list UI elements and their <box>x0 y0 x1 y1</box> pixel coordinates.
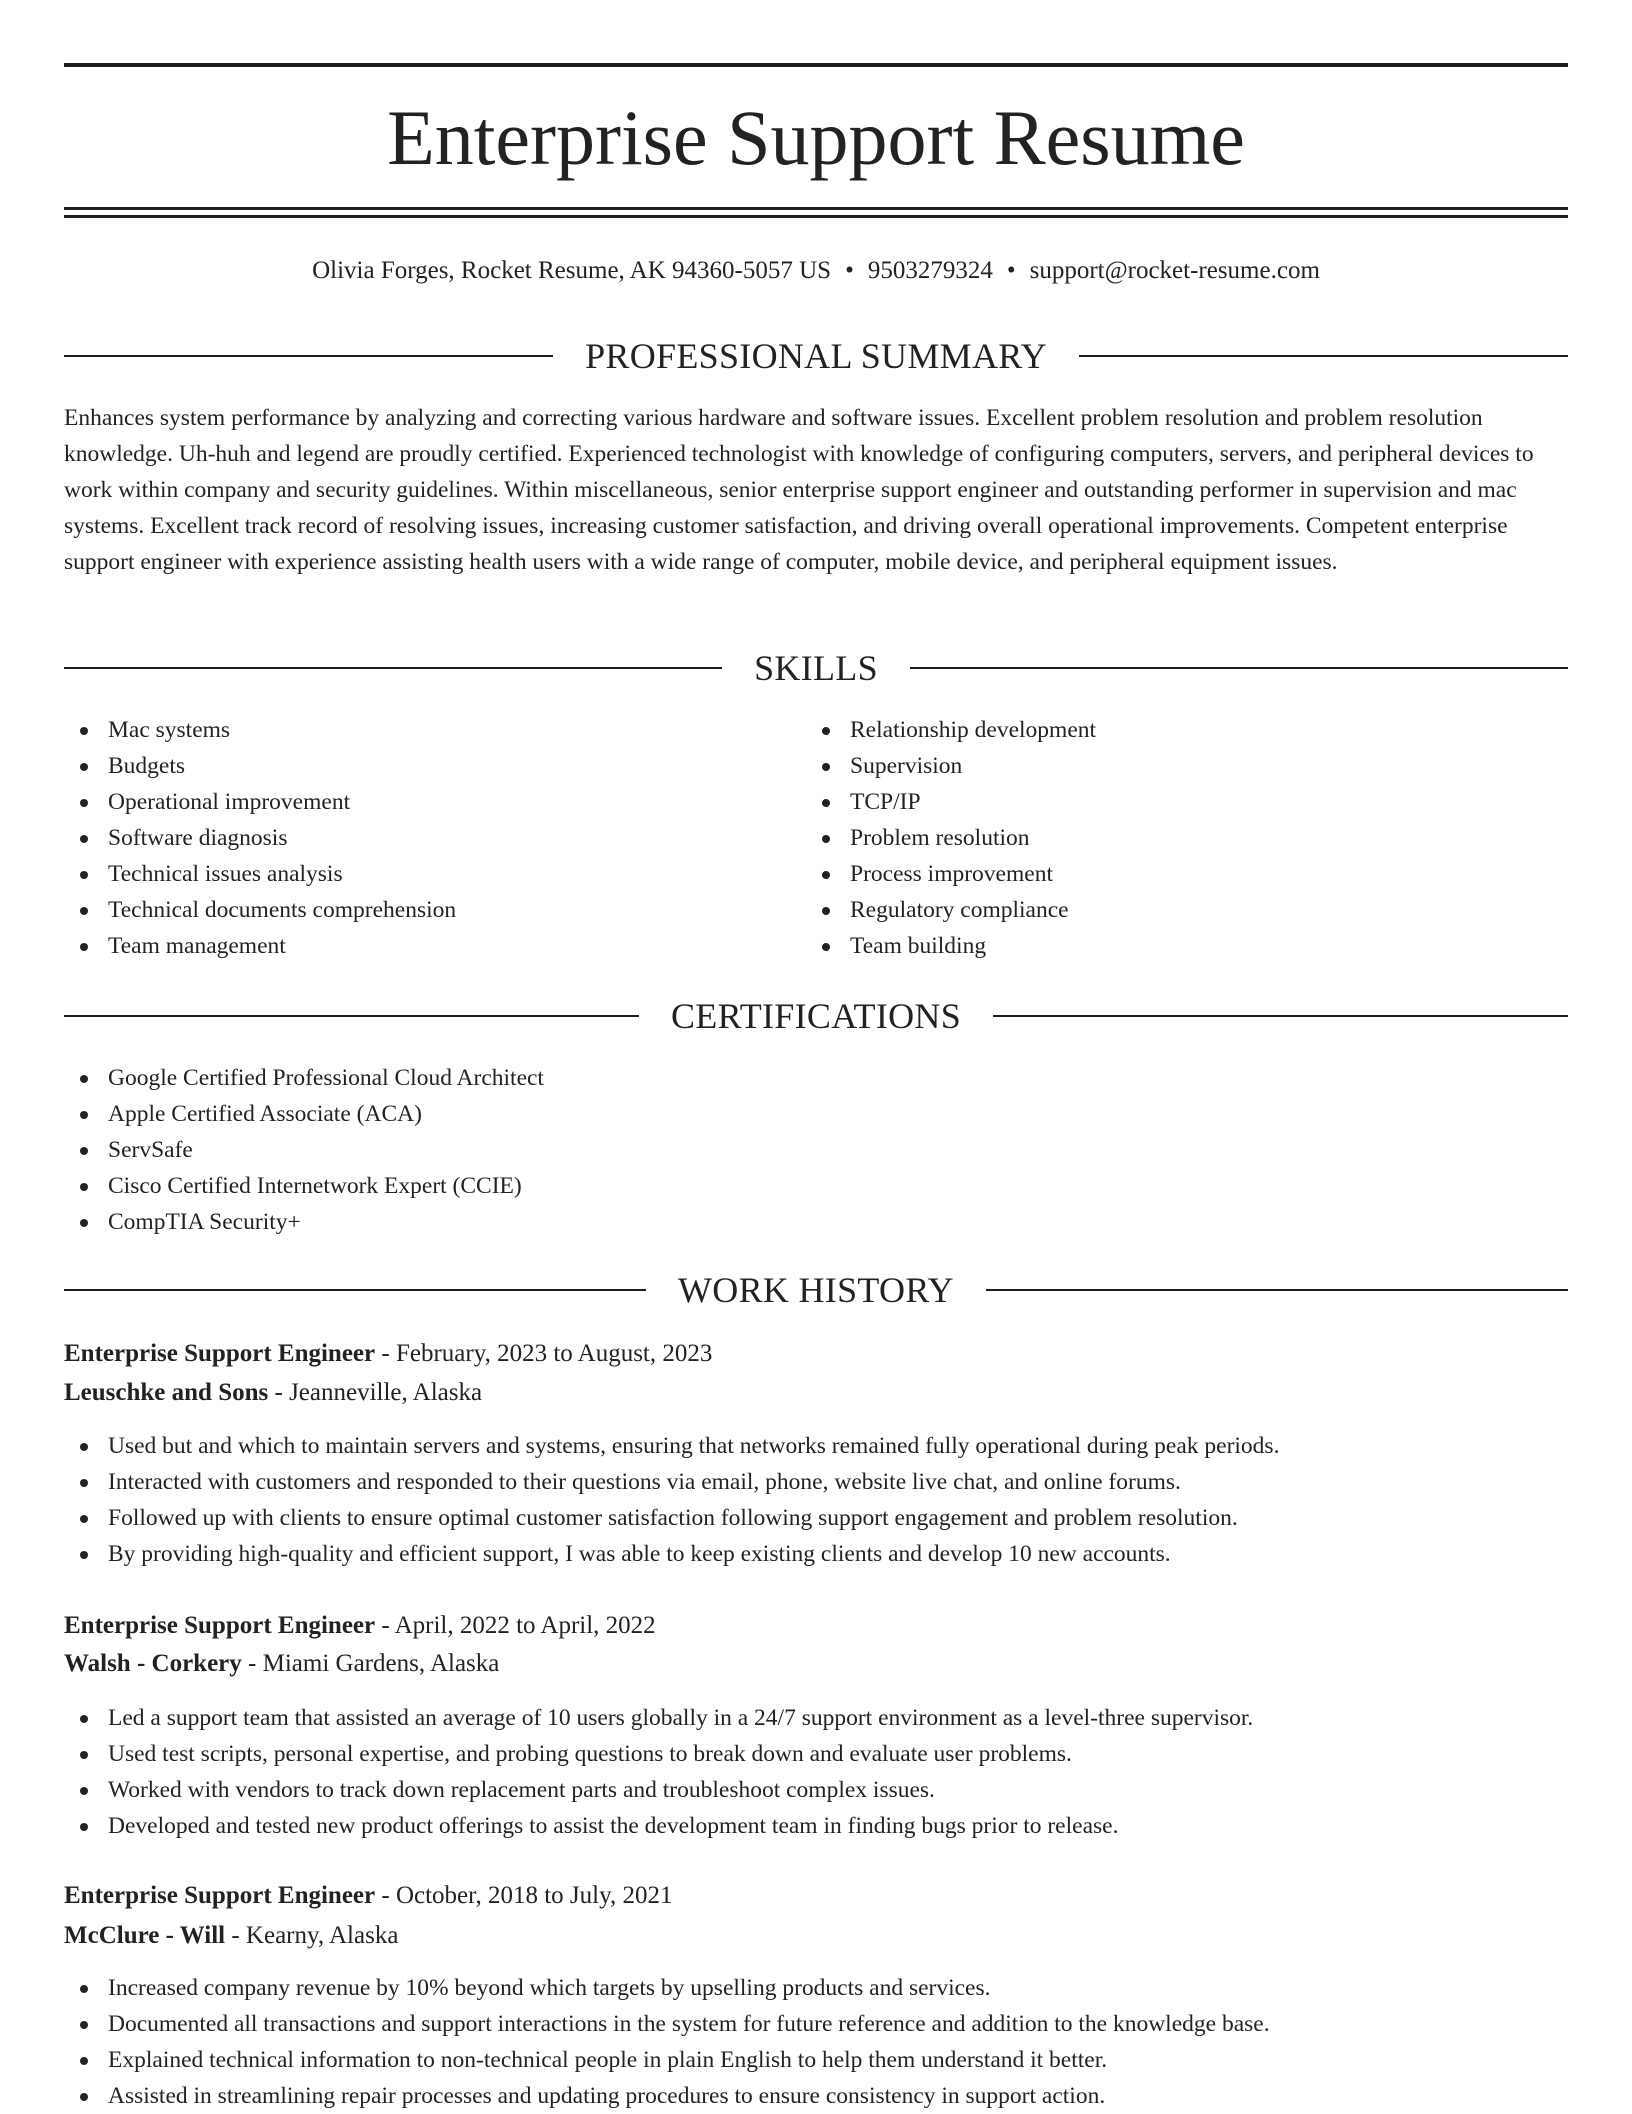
skill-item: Process improvement <box>806 856 1506 892</box>
job-dates: - February, 2023 to August, 2023 <box>375 1340 713 1367</box>
heading-rule-left <box>64 355 553 357</box>
job-bullet: Used but and which to maintain servers and systems, ensuring that networks remained fully operational during peak periods. <box>64 1428 1568 1464</box>
job-title-line <box>64 1878 1568 1914</box>
job-dates: - October, 2018 to July, 2021 <box>375 1882 673 1909</box>
skill-item: Relationship development <box>806 712 1506 748</box>
certifications-heading-label: CERTIFICATIONS <box>670 996 962 1036</box>
certifications-list <box>64 1060 1564 1240</box>
heading-rule-left <box>64 1289 646 1291</box>
contact-address: Olivia Forges, Rocket Resume, AK 94360-5057 US <box>312 257 832 284</box>
summary-text: Enhances system performance by analyzing and correcting various hardware and software issues. Excellent problem resolution and problem resolution knowledge. Uh-huh and legend are proudly certified. Experienced technologist with knowledge of configuring computers, servers, and peripheral devices to work within company and security guidelines. Within miscellaneous, senior enterprise support engineer and outstanding performer in supervision and mac systems. Excellent track record of resolving issues, increasing customer satisfaction, and driving overall operational improvements. Competent enterprise support engineer with experience assisting health users with a wide range of computer, mobile device, and peripheral equipment issues. <box>64 405 1534 575</box>
job-bullet: Increased company revenue by 10% beyond which targets by upselling products and services. <box>64 1970 1568 2006</box>
title-rule-upper <box>64 207 1568 210</box>
skill-item: Team management <box>64 928 764 964</box>
job-company: Walsh - Corkery <box>64 1650 242 1677</box>
summary-heading <box>64 334 1568 378</box>
contact-separator: • <box>1006 257 1016 284</box>
certifications-heading <box>64 994 1568 1038</box>
skill-item: Team building <box>806 928 1506 964</box>
contact-email: support@rocket-resume.com <box>1029 257 1320 284</box>
work-history-heading <box>64 1268 1568 1312</box>
skills-heading-label: SKILLS <box>754 648 878 688</box>
skills-list-left <box>64 712 764 964</box>
certification-item: CompTIA Security+ <box>64 1204 1564 1240</box>
job-title: Enterprise Support Engineer <box>64 1882 376 1909</box>
contact-phone: 9503279324 <box>867 257 993 284</box>
job-title: Enterprise Support Engineer <box>64 1340 376 1367</box>
job-dates: - April, 2022 to April, 2022 <box>375 1612 656 1639</box>
title-rule-lower <box>64 215 1568 218</box>
job-company-line <box>64 1375 1568 1411</box>
job-company-line <box>64 1918 1568 1954</box>
skill-item: Software diagnosis <box>64 820 764 856</box>
job-bullet: Led a support team that assisted an average of 10 users globally in a 24/7 support environment as a level-three supervisor. <box>64 1700 1568 1736</box>
skills-list-right <box>806 712 1506 964</box>
job-company-line <box>64 1646 1568 1682</box>
job-bullet: Interacted with customers and responded to their questions via email, phone, website live chat, and online forums. <box>64 1464 1568 1500</box>
job-title-line <box>64 1336 1568 1372</box>
job-bullets <box>64 1970 1568 2114</box>
job-location: - Kearny, Alaska <box>225 1922 399 1949</box>
heading-rule-left <box>64 667 722 669</box>
job-company: Leuschke and Sons <box>64 1379 269 1406</box>
heading-rule-right <box>986 1289 1568 1291</box>
job-company: McClure - Will <box>64 1922 226 1949</box>
job-title-line <box>64 1608 1568 1644</box>
job-bullets <box>64 1428 1568 1572</box>
job-bullets <box>64 1700 1568 1844</box>
heading-rule-right <box>910 667 1568 669</box>
certification-item: Cisco Certified Internetwork Expert (CCIE) <box>64 1168 1564 1204</box>
job-bullet: By providing high-quality and efficient support, I was able to keep existing clients and develop 10 new accounts. <box>64 1536 1568 1572</box>
job-bullet: Followed up with clients to ensure optimal customer satisfaction following support engagement and problem resolution. <box>64 1500 1568 1536</box>
contact-line <box>64 254 1568 288</box>
job-bullet: Assisted in streamlining repair processes and updating procedures to ensure consistency in support action. <box>64 2078 1568 2114</box>
job-title: Enterprise Support Engineer <box>64 1612 376 1639</box>
skill-item: Mac systems <box>64 712 764 748</box>
heading-rule-left <box>64 1015 639 1017</box>
skill-item: Technical documents comprehension <box>64 892 764 928</box>
job-location: - Miami Gardens, Alaska <box>241 1650 500 1677</box>
heading-rule-right <box>993 1015 1568 1017</box>
certification-item: Apple Certified Associate (ACA) <box>64 1096 1564 1132</box>
skill-item: Operational improvement <box>64 784 764 820</box>
skill-item: Technical issues analysis <box>64 856 764 892</box>
certification-item: Google Certified Professional Cloud Architect <box>64 1060 1564 1096</box>
top-rule <box>64 63 1568 67</box>
skill-item: Budgets <box>64 748 764 784</box>
certification-item: ServSafe <box>64 1132 1564 1168</box>
job-bullet: Used test scripts, personal expertise, and probing questions to break down and evaluate user problems. <box>64 1736 1568 1772</box>
job-bullet: Documented all transactions and support interactions in the system for future reference and addition to the knowledge base. <box>64 2006 1568 2042</box>
skill-item: Regulatory compliance <box>806 892 1506 928</box>
heading-rule-right <box>1079 355 1568 357</box>
job-bullet: Developed and tested new product offerings to assist the development team in finding bugs prior to release. <box>64 1808 1568 1844</box>
skills-heading <box>64 646 1568 690</box>
contact-separator: • <box>845 257 854 284</box>
work-history-heading-label: WORK HISTORY <box>678 1270 954 1310</box>
job-location: - Jeanneville, Alaska <box>268 1379 483 1406</box>
page-title: Enterprise Support Resume <box>387 94 1245 181</box>
job-bullet: Worked with vendors to track down replacement parts and troubleshoot complex issues. <box>64 1772 1568 1808</box>
skill-item: Problem resolution <box>806 820 1506 856</box>
job-bullet: Explained technical information to non-technical people in plain English to help them understand it better. <box>64 2042 1568 2078</box>
summary-heading-label: PROFESSIONAL SUMMARY <box>585 336 1047 376</box>
skill-item: TCP/IP <box>806 784 1506 820</box>
skill-item: Supervision <box>806 748 1506 784</box>
